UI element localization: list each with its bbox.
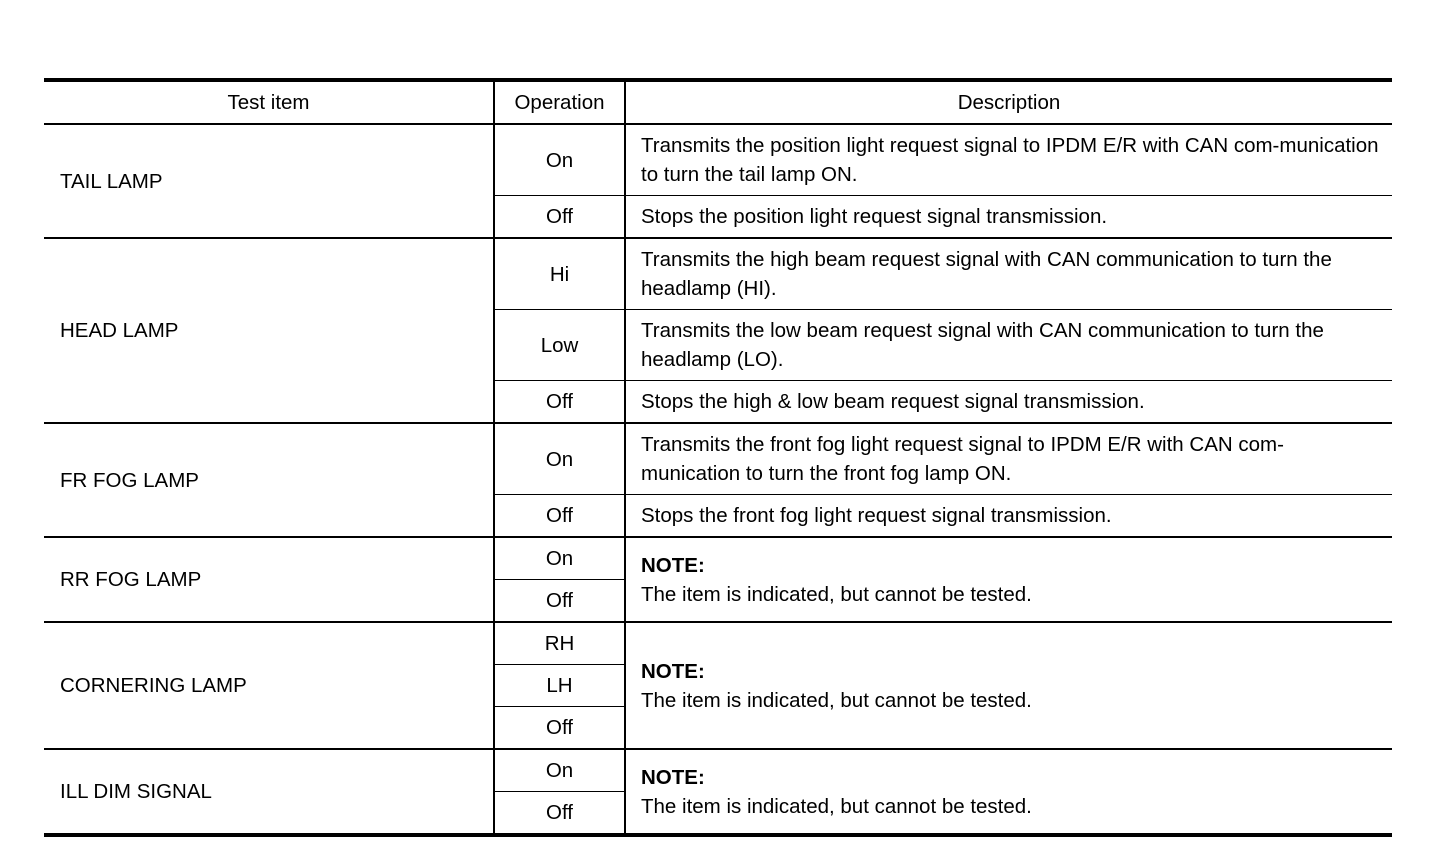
- operation-cell: Off: [494, 495, 625, 538]
- header-row: [44, 80, 1392, 124]
- test-item-tail-lamp: TAIL LAMP: [44, 124, 494, 238]
- operation-cell: Off: [494, 196, 625, 239]
- table-row: [44, 749, 1392, 792]
- table-row: [44, 622, 1392, 665]
- operation-cell: On: [494, 749, 625, 792]
- note-cell: [625, 537, 1392, 622]
- operation-cell: Off: [494, 381, 625, 424]
- operation-cell: Hi: [494, 238, 625, 310]
- table-row: [44, 423, 1392, 495]
- operation-cell: Low: [494, 310, 625, 381]
- description-cell: Transmits the low beam request signal with CAN communication to turn the headlamp (LO).: [625, 310, 1392, 381]
- note-text: The item is indicated, but cannot be tested.: [641, 582, 1032, 606]
- table-row: [44, 238, 1392, 310]
- test-item-rr-fog-lamp: RR FOG LAMP: [44, 537, 494, 622]
- table-row: [44, 124, 1392, 196]
- test-item-table: [44, 78, 1392, 837]
- note-text: The item is indicated, but cannot be tested.: [641, 688, 1032, 712]
- operation-cell: On: [494, 423, 625, 495]
- operation-cell: Off: [494, 580, 625, 623]
- operation-cell: On: [494, 537, 625, 580]
- description-cell: Transmits the position light request signal to IPDM E/R with CAN com-munication to turn the tail lamp ON.: [625, 124, 1392, 196]
- table-row: [44, 537, 1392, 580]
- note-cell: [625, 749, 1392, 835]
- header-description: Description: [625, 80, 1392, 124]
- description-cell: Stops the high & low beam request signal transmission.: [625, 381, 1392, 424]
- operation-cell: On: [494, 124, 625, 196]
- test-item-cornering-lamp: CORNERING LAMP: [44, 622, 494, 749]
- operation-cell: LH: [494, 665, 625, 707]
- note-label: NOTE:: [641, 765, 705, 789]
- description-cell: Transmits the high beam request signal with CAN communication to turn the headlamp (HI).: [625, 238, 1392, 310]
- operation-cell: Off: [494, 792, 625, 836]
- test-item-fr-fog-lamp: FR FOG LAMP: [44, 423, 494, 537]
- header-test-item: Test item: [44, 80, 494, 124]
- note-cell: [625, 622, 1392, 749]
- header-operation: Operation: [494, 80, 625, 124]
- operation-cell: Off: [494, 707, 625, 750]
- description-cell: Transmits the front fog light request signal to IPDM E/R with CAN com-munication to turn the front fog lamp ON.: [625, 423, 1392, 495]
- test-item-ill-dim-signal: ILL DIM SIGNAL: [44, 749, 494, 835]
- operation-cell: RH: [494, 622, 625, 665]
- test-item-head-lamp: HEAD LAMP: [44, 238, 494, 423]
- note-text: The item is indicated, but cannot be tested.: [641, 794, 1032, 818]
- description-cell: Stops the front fog light request signal transmission.: [625, 495, 1392, 538]
- note-label: NOTE:: [641, 659, 705, 683]
- description-cell: Stops the position light request signal transmission.: [625, 196, 1392, 239]
- note-label: NOTE:: [641, 553, 705, 577]
